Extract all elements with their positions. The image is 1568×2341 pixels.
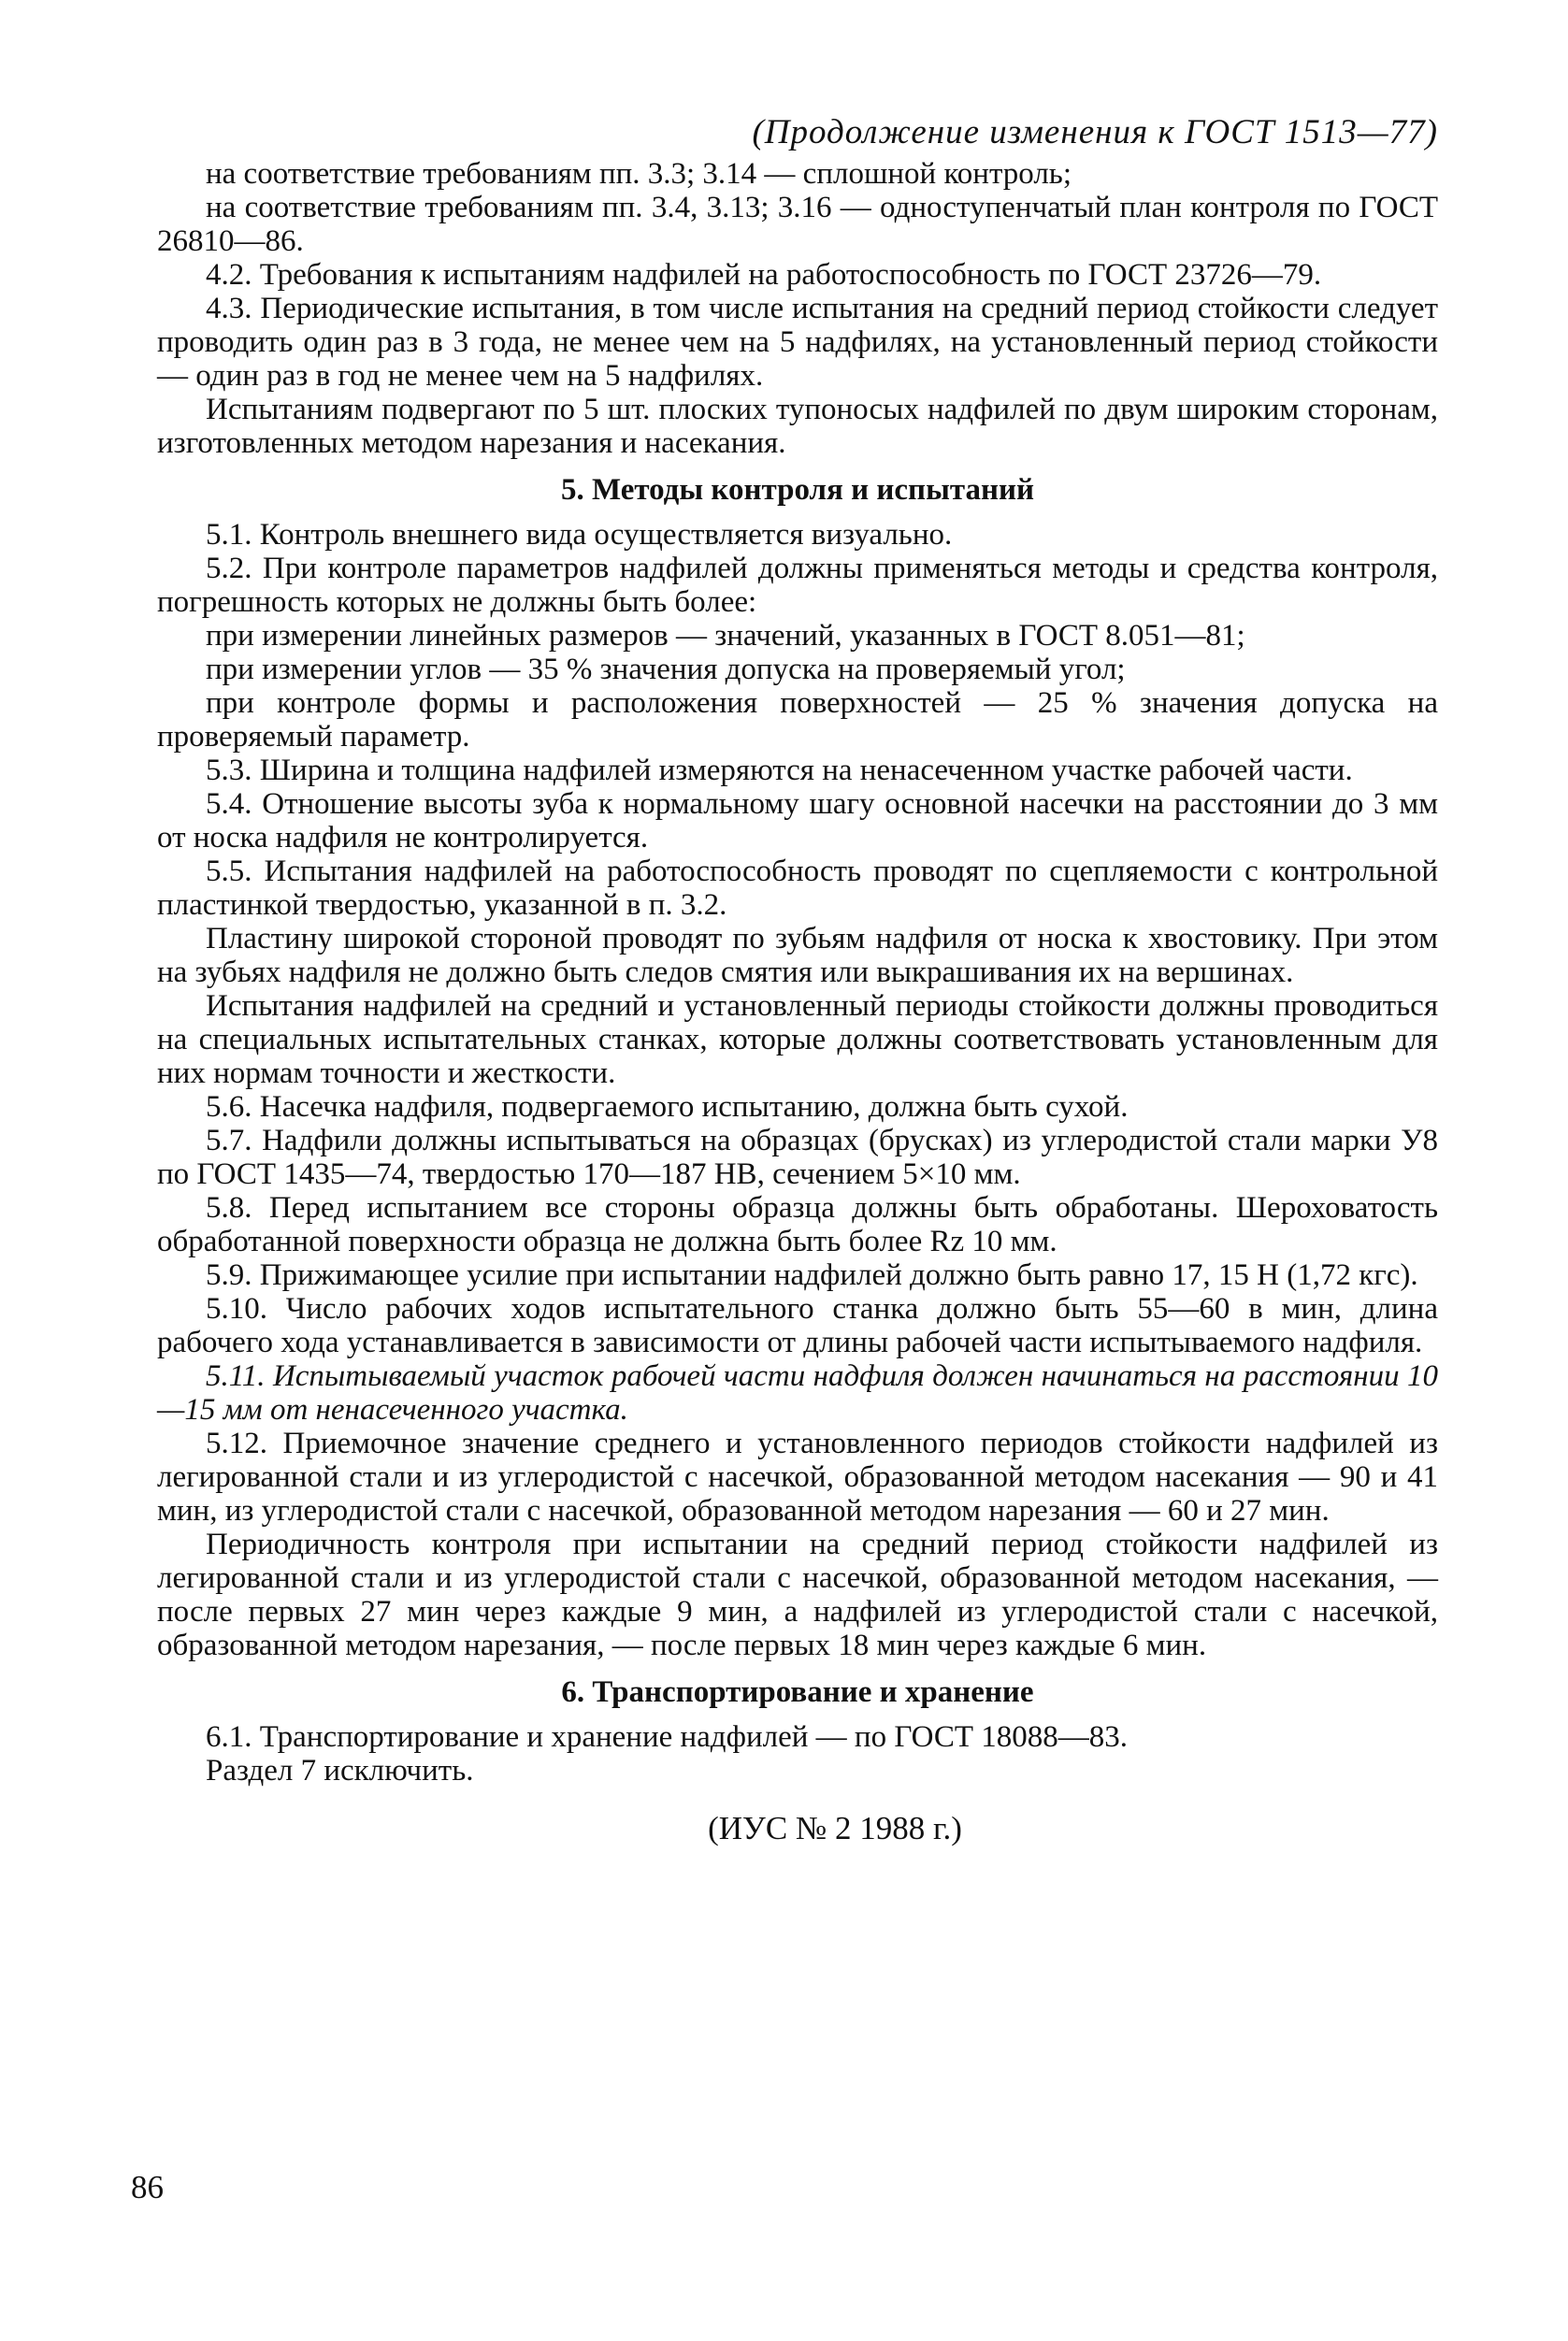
paragraph: 5.5. Испытания надфилей на работоспособность проводят по сцепляемости с контрольной пластинкой твердостью, указанной в п. 3.2.: [157, 855, 1438, 922]
paragraph: Испытаниям подвергают по 5 шт. плоских тупоносых надфилей по двум широким сторонам, изготовленных методом нарезания и насекания.: [157, 393, 1438, 460]
paragraph: при контроле формы и расположения поверхностей — 25 % значения допуска на проверяемый параметр.: [157, 686, 1438, 754]
paragraph: 5.12. Приемочное значение среднего и установленного периодов стойкости надфилей из легированной стали и из углеродистой с насечкой, образованной методом насекания — 90 и 41 мин, из углеродистой стали с насечкой, образованной методом нарезания — 60 и 27 мин.: [157, 1427, 1438, 1528]
paragraph: 5.8. Перед испытанием все стороны образца должны быть обработаны. Шероховатость обработанной поверхности образца не должна быть более Rz 10 мм.: [157, 1191, 1438, 1258]
paragraph: 5.4. Отношение высоты зуба к нормальному шагу основной насечки на расстоянии до 3 мм от носка надфиля не контролируется.: [157, 787, 1438, 855]
paragraph: Испытания надфилей на средний и установленный периоды стойкости должны проводиться на специальных испытательных станках, которые должны соответствовать установленным для них нормам точности и жесткости.: [157, 989, 1438, 1090]
paragraph: 5.7. Надфили должны испытываться на образцах (брусках) из углеродистой стали марки У8 по ГОСТ 1435—74, твердостью 170—187 НВ, сечением 5×10 мм.: [157, 1124, 1438, 1191]
paragraph: 5.1. Контроль внешнего вида осуществляется визуально.: [206, 518, 953, 552]
paragraph: Пластину широкой стороной проводят по зубьям надфиля от носка к хвостовику. При этом на зубьях надфиля не должно быть следов смятия или выкрашивания их на вершинах.: [157, 922, 1438, 989]
paragraph: 5.6. Насечка надфиля, подвергаемого испытанию, должна быть сухой.: [206, 1090, 1129, 1124]
paragraph: при измерении углов — 35 % значения допуска на проверяемый угол;: [206, 653, 1126, 686]
paragraph: 5.9. Прижимающее усилие при испытании надфилей должно быть равно 17, 15 Н (1,72 кгс).: [206, 1258, 1418, 1292]
paragraph: на соответствие требованиям пп. 3.3; 3.14 — сплошной контроль;: [206, 157, 1072, 191]
paragraph: Раздел 7 исключить.: [206, 1754, 474, 1788]
paragraph: при измерении линейных размеров — значений, указанных в ГОСТ 8.051—81;: [206, 619, 1245, 653]
paragraph: Периодичность контроля при испытании на средний период стойкости надфилей из легированной стали и из углеродистой стали с насечкой, образованной методом насекания, — после первых 27 мин через каждые 9 мин, а надфилей из углеродистой стали с насечкой, образованной методом нарезания, — после первых 18 мин через каждые 6 мин.: [157, 1528, 1438, 1662]
paragraph: 5.11. Испытываемый участок рабочей части надфиля должен начинаться на расстоянии 10—15 мм от ненасеченного участка.: [157, 1359, 1438, 1427]
paragraph: 5.2. При контроле параметров надфилей должны применяться методы и средства контроля, погрешность которых не должны быть более:: [157, 552, 1438, 619]
paragraph: на соответствие требованиям пп. 3.4, 3.13; 3.16 — одноступенчатый план контроля по ГОСТ 26810—86.: [157, 191, 1438, 258]
page-number: 86: [131, 2169, 164, 2205]
text-column: [157, 112, 1438, 1846]
paragraph: 5.3. Ширина и толщина надфилей измеряются на ненасеченном участке рабочей части.: [206, 754, 1353, 787]
paragraph: 6.1. Транспортирование и хранение надфилей — по ГОСТ 18088—83.: [206, 1720, 1128, 1754]
paragraph: 5.10. Число рабочих ходов испытательного станка должно быть 55—60 в мин, длина рабочего хода устанавливается в зависимости от длины рабочей части испытываемого надфиля.: [157, 1292, 1438, 1359]
paragraph: 4.3. Периодические испытания, в том числе испытания на средний период стойкости следует проводить один раз в 3 года, не менее чем на 5 надфилях, на установленный период стойкости — один раз в год не менее чем на 5 надфилях.: [157, 292, 1438, 393]
section-5-title: 5. Методы контроля и испытаний: [561, 473, 1034, 507]
section-6-title: 6. Транспортирование и хранение: [561, 1675, 1034, 1709]
paragraph: 4.2. Требования к испытаниям надфилей на работоспособность по ГОСТ 23726—79.: [206, 258, 1322, 292]
page-header: (Продолжение изменения к ГОСТ 1513—77): [752, 113, 1438, 151]
ius-reference: (ИУС № 2 1988 г.): [708, 1810, 962, 1846]
